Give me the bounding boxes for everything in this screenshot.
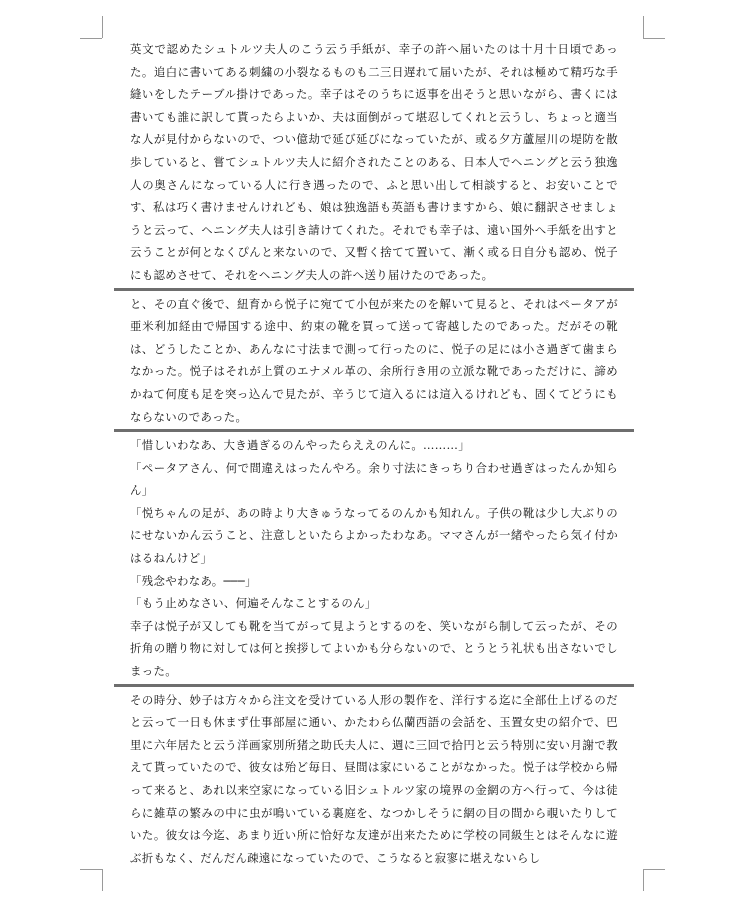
paragraph-letter-reply: 英文で認めたシュトルツ夫人のこう云う手紙が、幸子の許へ届いたのは十月十日頃であった。追白に書いてある刺繍の小裂なるものも二三日遅れて届いたが、それは極めて精巧な手縫いをしたテーブル掛けであった。幸子はそのうちに返事を出そうと思いながら、書くには書いても誰に訳して貰ったらよいか、夫は面倒がって堪忍してくれと云うし、ちょっと適当な人が見付からないので、つい億劫で延び延びになっていたが、或る夕方蘆屋川の堤防を散歩していると、嘗てシュトルツ夫人に紹介されたことのある、日本人でヘニングと云う独逸人の奥さんになっている人に行き遇ったので、ふと思い出して相談すると、お安いことです、私は巧く書けませんけれども、娘は独逸語も英語も書けますから、娘に翻訳させましょうと云って、ヘニング夫人は引き請けてくれた。それでも幸子は、遠い国外へ手紙を出すと云うことが何となくぴんと来ないので、又暫く捨てて置いて、漸く或る日自分も認め、悦子にも認めさせて、それをヘニング夫人の許へ送り届けたのであった。 <box>130 42 618 282</box>
dialogue-line: 「ペータアさん、何で間違えはったんやろ。余り寸法にきっちり合わせ過ぎはったんか知らん」 <box>130 460 618 498</box>
dialogue-line: 「もう止めなさい、何遍そんなことするのん」 <box>130 596 377 611</box>
dialogue-line: 「惜しいわなあ、大き過ぎるのんやったらええのんに。………」 <box>130 438 471 453</box>
section-divider <box>114 429 634 432</box>
section-divider <box>114 288 634 291</box>
paragraph-no-thank-you-letter: 幸子は悦子が又しても靴を当てがって見ようとするのを、笑いながら制して云ったが、その折角の贈り物に対しては何と挨拶してよいかも分らないので、とうとう礼状も出さないでしまった。 <box>130 618 618 679</box>
paragraph-taeko-lessons: その時分、妙子は方々から注文を受けている人形の製作を、洋行する迄に全部仕上げるのだと云って一日も休まず仕事部屋に通い、かたわら仏蘭西語の会話を、玉置女史の紹介で、巴里に六年居たと云う洋画家別所猪之助氏夫人に、週に三回で拾円と云う特別に安い月謝で教えて貰っていたので、彼女は殆ど毎日、昼間は家にいることがなかった。悦子は学校から帰って来ると、あれ以来空家になっている旧シュトルツ家の境界の金網の方へ行って、今は徒らに雑草の繁みの中に虫が鳴いている裏庭を、なつかしそうに網の目の間から覗いたりしていた。彼女は今迄、あまり近い所に恰好な友達が出来たために学校の同級生とはそんなに遊ぶ折もなく、だんだん疎遠になっていたので、こうなると寂寥に堪えないらし <box>130 692 618 865</box>
paragraph-parcel-shoes: と、その直ぐ後で、紐育から悦子に宛てて小包が来たのを解いて見ると、それはペータアが亜米利加経由で帰国する途中、約束の靴を買って送って寄越したのであった。だがその靴は、どうしたことか、あんなに寸法まで測って行ったのに、悦子の足には小さ過ぎて歯まらなかった。悦子はそれが上質のエナメル革の、余所行き用の立派な靴であっただけに、諦めかねて何度も足を突っ込んで見たが、辛うじて這入るには這入るけれども、固くてどうにもならないのであった。 <box>130 296 618 424</box>
dialogue-line: 「悦ちゃんの足が、あの時より大きゅうなってるのんかも知れん。子供の靴は少し大ぶりのにせないかん云うこと、注意しといたらよかったわなあ。ママさんが一緒やったら気イ付かはるねんけど」 <box>130 505 618 566</box>
section-divider <box>114 684 634 687</box>
dialogue-line: 「残念やわなあ。───」 <box>130 573 257 588</box>
document-body <box>130 38 618 869</box>
